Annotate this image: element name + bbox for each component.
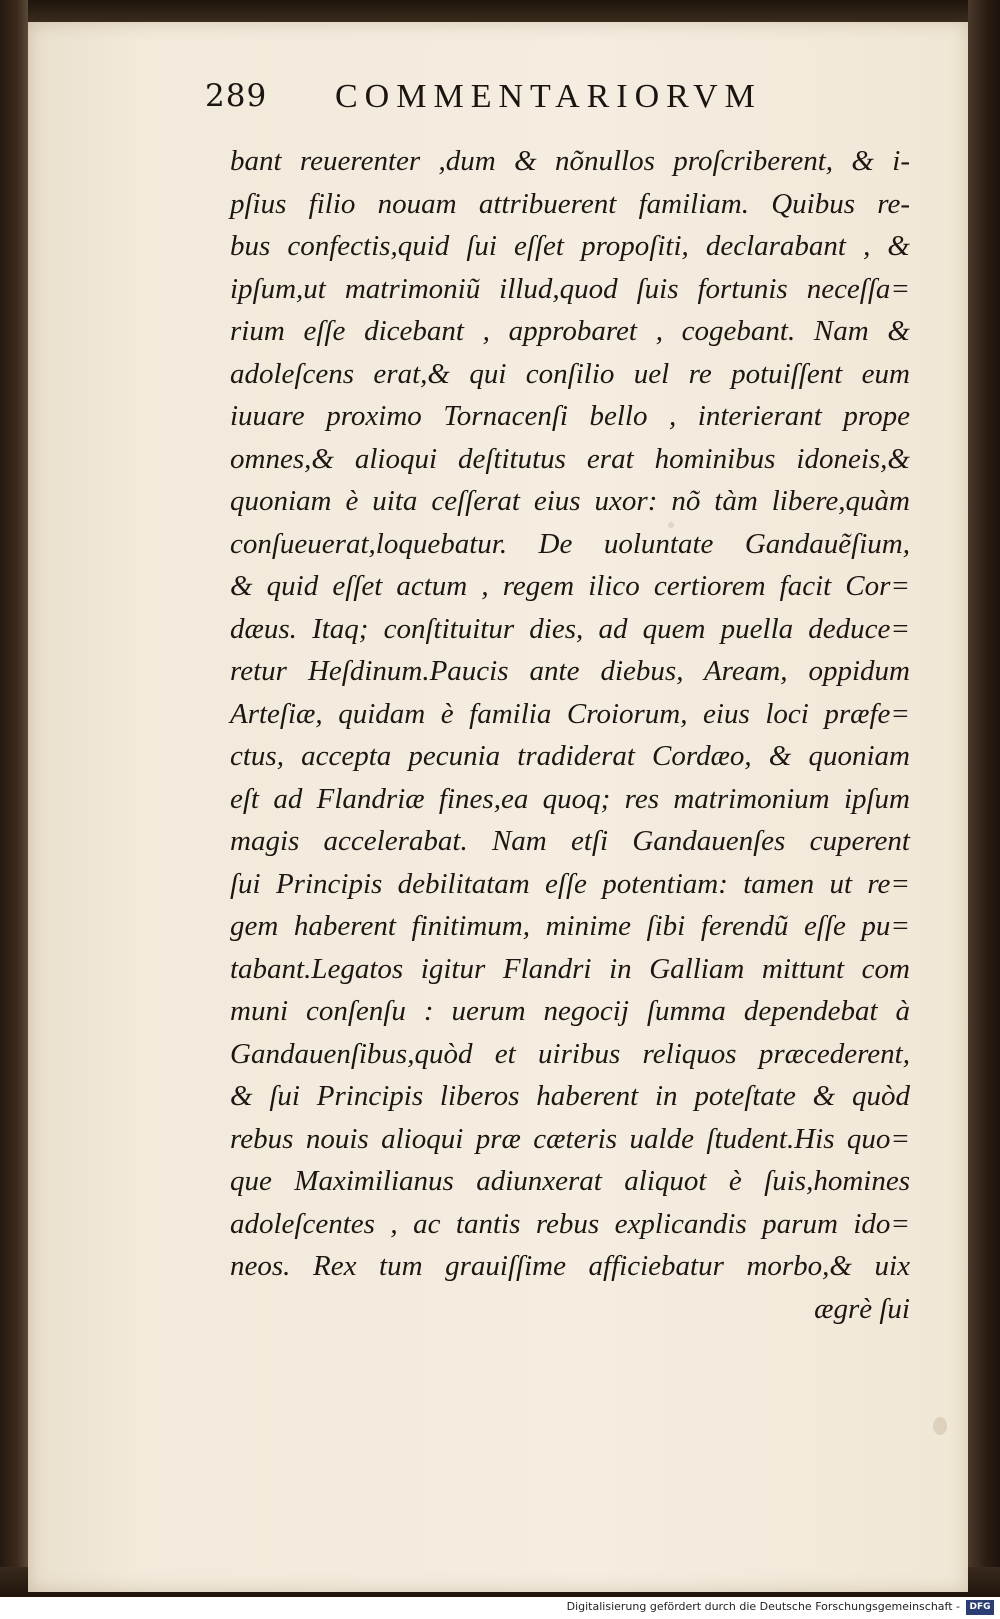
text-line: conſueuerat,loquebatur. De uoluntate Gandauẽſium, xyxy=(230,527,910,560)
text-line: Gandauenſibus,quòd et uiribus reliquos præcederent, xyxy=(230,1037,910,1070)
text-line: bant reuerenter ,dum & nõnullos proſcriberent, & i- xyxy=(230,145,910,177)
body-text xyxy=(230,140,910,1330)
running-title: COMMENTARIORVM xyxy=(335,78,762,115)
text-line: bus confectis,quid ſui eſſet propoſiti, declarabant , & xyxy=(230,230,910,262)
catchword-line: ægrè ſui xyxy=(814,1292,910,1325)
text-line: dæus. Itaq; conſtituitur dies, ad quem puella deduce= xyxy=(230,612,910,645)
page-header xyxy=(205,68,845,128)
text-line: ipſum,ut matrimoniũ illud,quod ſuis fortunis neceſſa= xyxy=(230,272,910,305)
text-line: que Maximilianus adiunxerat aliquot è ſuis,homines xyxy=(230,1165,910,1197)
text-line: tabant.Legatos igitur Flandri in Galliam mittunt com xyxy=(230,952,910,985)
text-line: muni conſenſu : uerum negocij ſumma dependebat à xyxy=(230,995,910,1027)
text-line: & quid eſſet actum , regem ilico certiorem facit Cor= xyxy=(230,570,910,602)
text-line: magis accelerabat. Nam etſi Gandauenſes cuperent xyxy=(230,825,910,857)
text-line: & ſui Principis liberos haberent in poteſtate & quòd xyxy=(230,1080,910,1112)
text-line: neos. Rex tum grauiſſime afficiebatur morbo,& uix xyxy=(230,1250,910,1282)
footer-bar xyxy=(0,1597,1000,1619)
dfg-logo-icon: DFG xyxy=(966,1600,994,1615)
text-line: pſius filio nouam attribuerent familiam. Quibus re- xyxy=(230,187,910,220)
text-line: eſt ad Flandriæ fines,ea quoq; res matrimonium ipſum xyxy=(230,782,910,815)
text-line: rebus nouis alioqui præ cæteris ualde ſtudent.His quo= xyxy=(230,1122,910,1155)
scan-edge-left xyxy=(0,0,28,1619)
text-line: retur Heſdinum.Paucis ante diebus, Aream, oppidum xyxy=(230,655,910,687)
text-line: Arteſiæ, quidam è familia Croiorum, eius loci præfe= xyxy=(230,697,910,730)
text-line: adoleſcentes , ac tantis rebus explicandis parum ido= xyxy=(230,1207,910,1240)
text-line: rium eſſe dicebant , approbaret , cogebant. Nam & xyxy=(230,315,910,347)
scan-edge-right xyxy=(968,0,1000,1619)
funding-credit: Digitalisierung gefördert durch die Deutsche Forschungsgemeinschaft - xyxy=(566,1600,960,1613)
text-line: quoniam è uita ceſſerat eius uxor: nõ tàm libere,quàm xyxy=(230,485,910,517)
text-line: adoleſcens erat,& qui conſilio uel re potuiſſent eum xyxy=(230,357,910,390)
text-line: ſui Principis debilitatam eſſe potentiam: tamen ut re= xyxy=(230,867,910,900)
paper-stain xyxy=(933,1417,947,1435)
text-line: gem haberent finitimum, minime ſibi ferendũ eſſe pu= xyxy=(230,910,910,942)
scan-edge-top xyxy=(0,0,1000,22)
text-line: iuuare proximo Tornacenſi bello , interierant prope xyxy=(230,400,910,432)
text-line: omnes,& alioqui deſtitutus erat hominibus idoneis,& xyxy=(230,442,910,475)
text-line: ctus, accepta pecunia tradiderat Cordæo, & quoniam xyxy=(230,740,910,772)
page-number: 289 xyxy=(205,78,268,114)
